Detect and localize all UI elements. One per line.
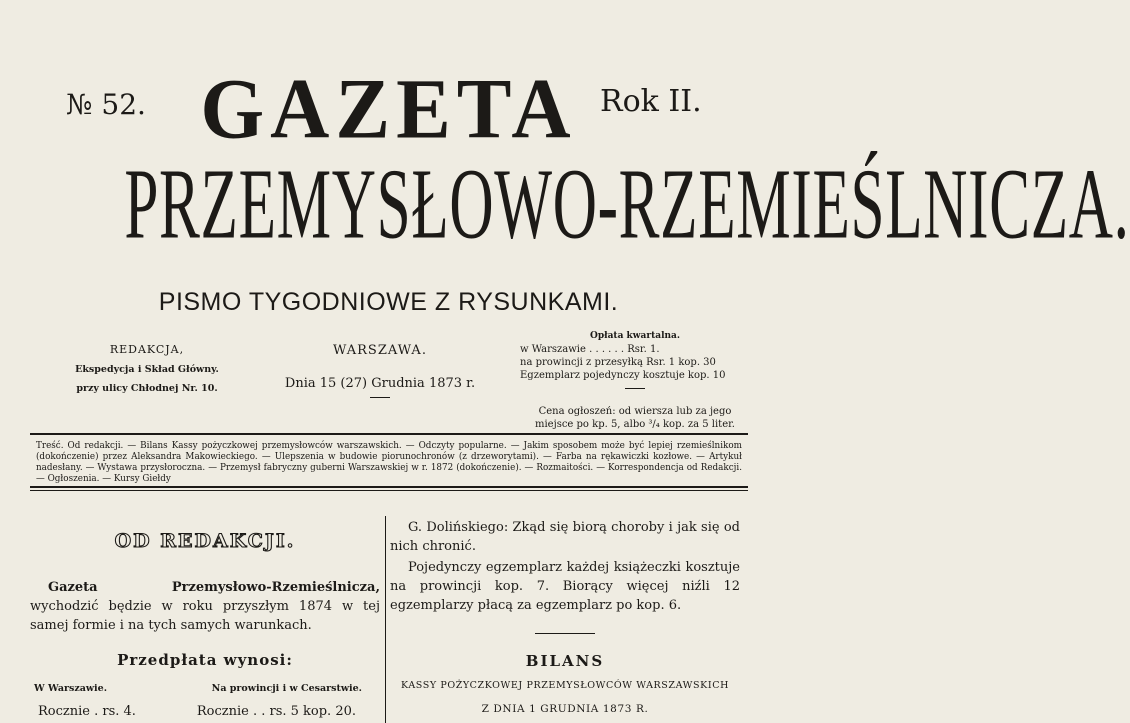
subscription-line2: na prowincji z przesyłką Rsr. 1 kop. 30 bbox=[520, 357, 716, 368]
masthead-title-line2: PRZEMYSŁOWO-RZEMIEŚLNICZA. bbox=[124, 149, 1130, 260]
editorial-info bbox=[52, 343, 242, 394]
books-paragraph: G. Dolińskiego: Zkąd się biorą choroby i jak się od nich chronić. bbox=[390, 520, 740, 554]
short-divider bbox=[535, 633, 595, 634]
announcement-paragraph bbox=[30, 578, 380, 635]
price-row bbox=[30, 704, 380, 719]
editorial-line1: Ekspedycja i Skład Główny. bbox=[75, 364, 219, 375]
price-warsaw: Rocznie . rs. 4. bbox=[38, 704, 136, 719]
column-right bbox=[390, 518, 740, 715]
bottom-rule-thin bbox=[30, 490, 748, 491]
announcement-title: Gazeta Przemysłowo-Rzemieślnicza, bbox=[48, 580, 380, 595]
divider bbox=[370, 397, 390, 398]
subscription-line3: Egzemplarz pojedynczy kosztuje kop. 10 bbox=[520, 370, 726, 381]
bilans-date: Z DNIA 1 GRUDNIA 1873 R. bbox=[481, 703, 649, 715]
subscription-info bbox=[520, 330, 750, 431]
column-divider bbox=[385, 516, 386, 723]
subscription-heading: Opłata kwartalna. bbox=[589, 331, 681, 341]
editorial-line2: przy ulicy Chłodnej Nr. 10. bbox=[76, 383, 218, 394]
price-col-warsaw: W Warszawie. bbox=[34, 683, 108, 694]
bottom-rule bbox=[30, 486, 748, 488]
editorial-heading: REDAKCJA, bbox=[109, 343, 185, 356]
divider bbox=[625, 388, 645, 389]
year-label: Rok II. bbox=[600, 84, 702, 119]
bilans-subheading: KASSY POŻYCZKOWEJ PRZEMYSŁOWCÓW WARSZAWSKICH bbox=[401, 680, 729, 691]
bilans-heading: BILANS bbox=[525, 652, 605, 670]
subscription-line1: w Warszawie . . . . . . Rsr. 1. bbox=[520, 344, 660, 355]
masthead-subtitle: PISMO TYGODNIOWE Z RYSUNKAMI. bbox=[158, 288, 619, 316]
announcement-text: wychodzić będzie w roku przyszłym 1874 w tej samej formie i na tych samych warunkach. bbox=[30, 599, 380, 633]
column-left bbox=[30, 530, 380, 719]
masthead-title: GAZETA bbox=[200, 60, 577, 157]
issue-number: № 52. bbox=[66, 88, 146, 121]
ad-price-note: Cena ogłoszeń: od wiersza lub za jego miejsce po kp. 5, albo ³/₄ kop. za 5 liter. bbox=[535, 406, 735, 430]
city-label: WARSZAWA. bbox=[333, 343, 427, 358]
prenumerata-heading: Przedpłata wynosi: bbox=[117, 651, 293, 669]
price-columns bbox=[30, 683, 380, 694]
price-col-province: Na prowincji i w Cesarstwie. bbox=[211, 683, 362, 694]
price-province: Rocznie . . rs. 5 kop. 20. bbox=[196, 704, 356, 719]
section-heading: OD REDAKCJI. bbox=[114, 530, 296, 552]
table-of-contents: Treść. Od redakcji. — Bilans Kassy pożyczkowej przemysłowców warszawskich. — Odczyty popularne. — Jakim sposobem może być lepiej rzemieślnikom (dokończenie) przez Aleksandra Makowieckiego. — Ulepszenia w budowie piorunochronów (z drzeworytami). — Farba na rękawiczki kozłowe. — Artykuł nadesłany. — Wystawa przysłoroczna. — Przemysł fabryczny guberni Warszawskiej w r. 1872 (dokończenie). — Rozmaitości. — Korrespondencja od Redakcji. — Ogłoszenia. — Kursy Giełdy bbox=[36, 441, 742, 484]
date-info bbox=[280, 343, 480, 404]
issue-date: Dnia 15 (27) Grudnia 1873 r. bbox=[284, 376, 476, 391]
books-price-paragraph: Pojedynczy egzemplarz każdej książeczki kosztuje na prowincji kop. 7. Biorący więcej niźli 12 egzemplarzy płacą za egzemplarz po kop. 6. bbox=[390, 560, 740, 613]
top-rule bbox=[30, 433, 748, 435]
